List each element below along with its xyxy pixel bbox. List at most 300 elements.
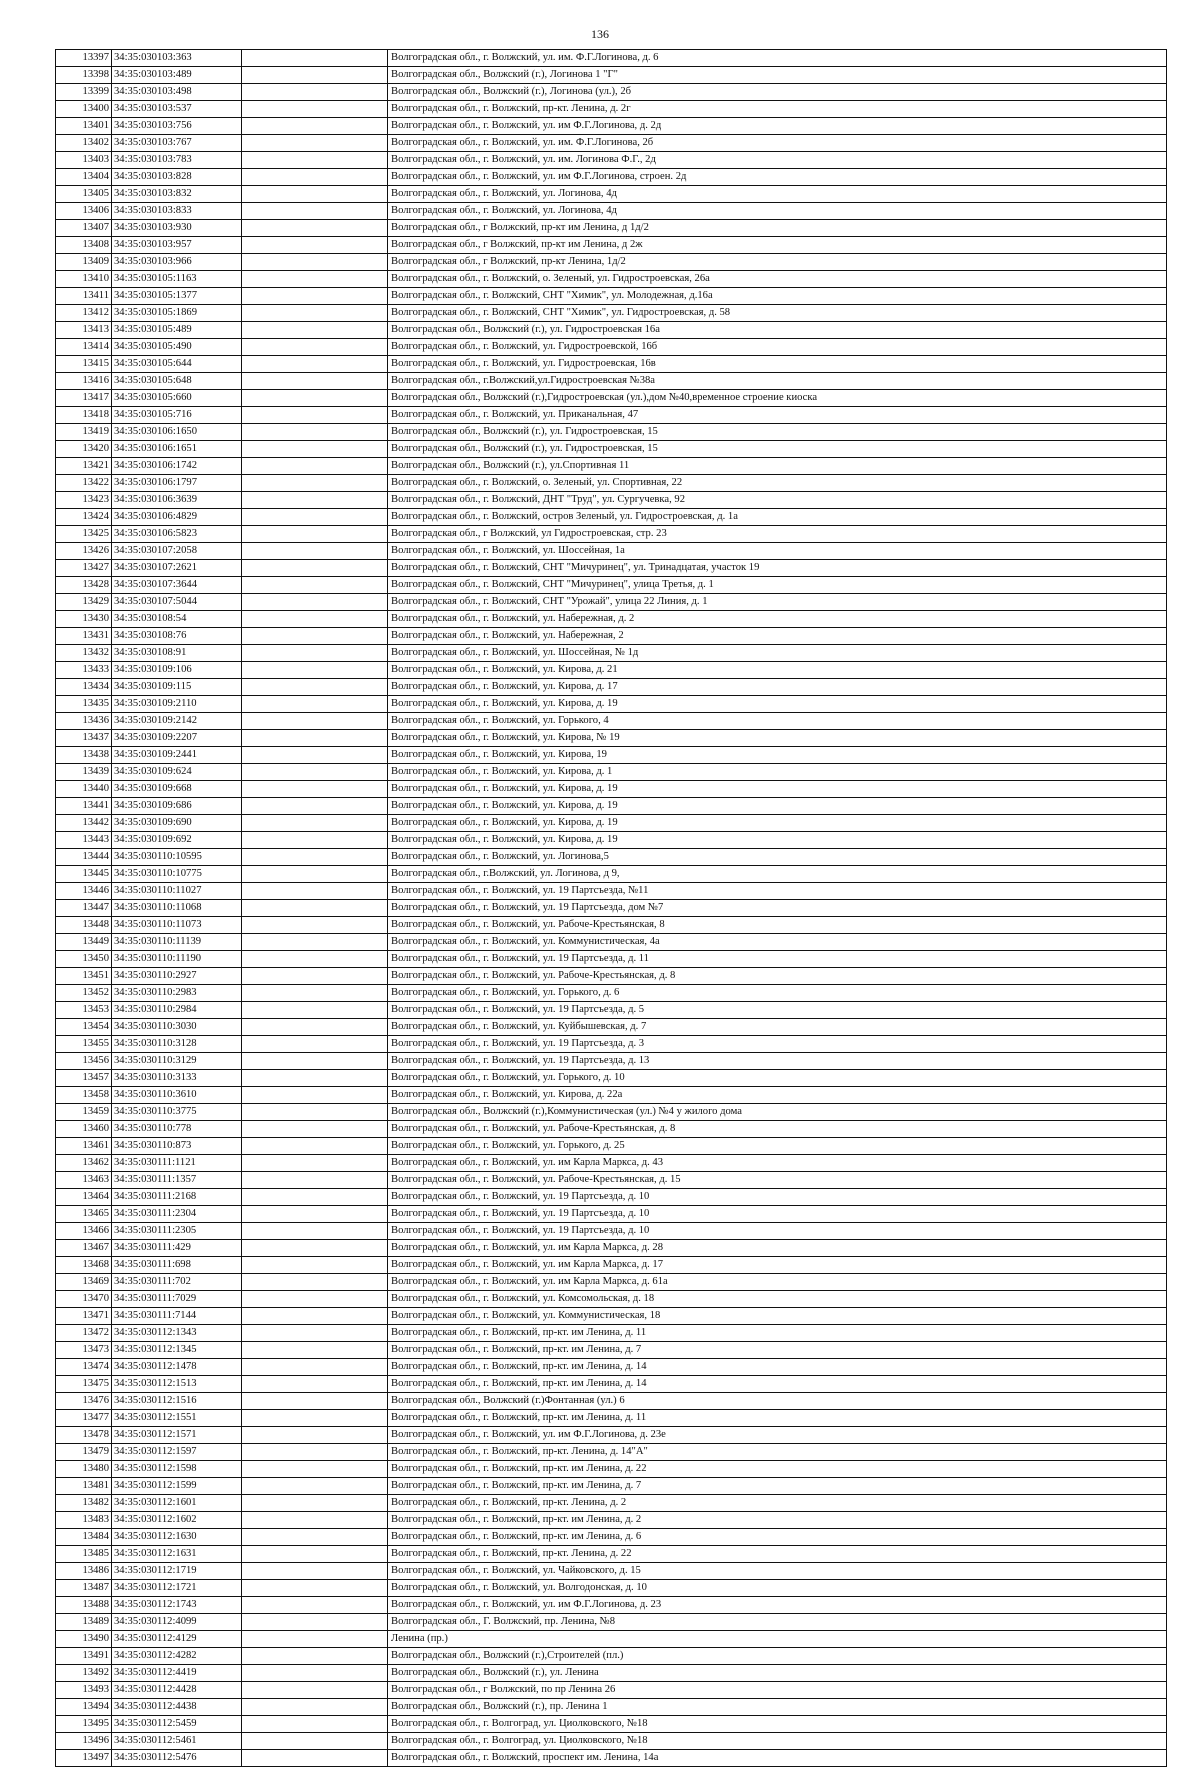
cadastral-number: 34:35:030105:1163 (112, 271, 242, 288)
address: Волгоградская обл., г. Волжский, ул. им Ф.Г.Логинова, д. 2д (388, 118, 1167, 135)
address: Волгоградская обл., г. Волжский, ул. Набережная, 2 (388, 628, 1167, 645)
address: Волгоградская обл., г. Волжский, пр-кт. Ленина, д. 14"А" (388, 1444, 1167, 1461)
table-row (56, 1648, 1167, 1665)
cadastral-number: 34:35:030106:4829 (112, 509, 242, 526)
cadastral-number: 34:35:030112:1721 (112, 1580, 242, 1597)
table-row (56, 288, 1167, 305)
row-number: 13422 (56, 475, 112, 492)
table-row (56, 1512, 1167, 1529)
address: Волгоградская обл., г. Волжский, пр-кт. им Ленина, д. 7 (388, 1342, 1167, 1359)
cadastral-number: 34:35:030111:2305 (112, 1223, 242, 1240)
address: Волгоградская обл., г. Волжский, ул. Шоссейная, № 1д (388, 645, 1167, 662)
row-number: 13468 (56, 1257, 112, 1274)
cadastral-number: 34:35:030103:498 (112, 84, 242, 101)
table-row (56, 186, 1167, 203)
address: Волгоградская обл., г. Волжский, ул. Гидростроевской, 16б (388, 339, 1167, 356)
cadastral-number: 34:35:030103:783 (112, 152, 242, 169)
row-number: 13410 (56, 271, 112, 288)
blank-cell (242, 1444, 388, 1461)
cadastral-number: 34:35:030103:828 (112, 169, 242, 186)
blank-cell (242, 832, 388, 849)
table-row (56, 764, 1167, 781)
address: Волгоградская обл., г. Волжский, ул. Горького, д. 6 (388, 985, 1167, 1002)
address: Волгоградская обл., Волжский (г.), ул.Спортивная 11 (388, 458, 1167, 475)
blank-cell (242, 1325, 388, 1342)
cadastral-number: 34:35:030105:1377 (112, 288, 242, 305)
row-number: 13460 (56, 1121, 112, 1138)
cadastral-number: 34:35:030110:3775 (112, 1104, 242, 1121)
blank-cell (242, 237, 388, 254)
address: Волгоградская обл., г. Волжский, ул. Коммунистическая, 18 (388, 1308, 1167, 1325)
table-row (56, 1053, 1167, 1070)
table-row (56, 1665, 1167, 1682)
cadastral-number: 34:35:030103:957 (112, 237, 242, 254)
blank-cell (242, 339, 388, 356)
blank-cell (242, 1223, 388, 1240)
cadastral-number: 34:35:030112:1343 (112, 1325, 242, 1342)
cadastral-number: 34:35:030109:692 (112, 832, 242, 849)
row-number: 13402 (56, 135, 112, 152)
cadastral-number: 34:35:030112:1602 (112, 1512, 242, 1529)
table-row (56, 1138, 1167, 1155)
row-number: 13411 (56, 288, 112, 305)
cadastral-number: 34:35:030109:106 (112, 662, 242, 679)
cadastral-number: 34:35:030103:767 (112, 135, 242, 152)
row-number: 13492 (56, 1665, 112, 1682)
blank-cell (242, 1121, 388, 1138)
address: Волгоградская обл., г. Волжский, ул. Шоссейная, 1а (388, 543, 1167, 560)
cadastral-number: 34:35:030112:1743 (112, 1597, 242, 1614)
table-row (56, 1087, 1167, 1104)
cadastral-number: 34:35:030111:7029 (112, 1291, 242, 1308)
address: Волгоградская обл., г. Волжский, ул. Кирова, д. 17 (388, 679, 1167, 696)
address: Волгоградская обл., г. Волжский, ул. 19 Партсъезда, д. 11 (388, 951, 1167, 968)
address: Волгоградская обл., Волжский (г.), ул. Гидростроевская, 15 (388, 424, 1167, 441)
table-row (56, 781, 1167, 798)
blank-cell (242, 458, 388, 475)
row-number: 13461 (56, 1138, 112, 1155)
address: Волгоградская обл., г. Волжский, ул. Кирова, № 19 (388, 730, 1167, 747)
blank-cell (242, 509, 388, 526)
table-row (56, 815, 1167, 832)
cadastral-number: 34:35:030106:3639 (112, 492, 242, 509)
table-row (56, 713, 1167, 730)
cadastral-number: 34:35:030109:668 (112, 781, 242, 798)
blank-cell (242, 1240, 388, 1257)
blank-cell (242, 1291, 388, 1308)
address: Волгоградская обл., г Волжский, ул Гидростроевская, стр. 23 (388, 526, 1167, 543)
row-number: 13444 (56, 849, 112, 866)
blank-cell (242, 1648, 388, 1665)
row-number: 13448 (56, 917, 112, 934)
cadastral-number: 34:35:030110:2983 (112, 985, 242, 1002)
address: Волгоградская обл., г. Волжский, ул. 19 Партсъезда, №11 (388, 883, 1167, 900)
cadastral-number: 34:35:030111:429 (112, 1240, 242, 1257)
row-number: 13398 (56, 67, 112, 84)
address: Волгоградская обл., г. Волжский, ул. 19 Партсъезда, д. 5 (388, 1002, 1167, 1019)
address: Волгоградская обл., г. Волжский, пр-кт. им Ленина, д. 11 (388, 1325, 1167, 1342)
row-number: 13423 (56, 492, 112, 509)
address: Волгоградская обл., г. Волжский, ул. Рабоче-Крестьянская, д. 8 (388, 1121, 1167, 1138)
table-row (56, 1291, 1167, 1308)
row-number: 13455 (56, 1036, 112, 1053)
blank-cell (242, 424, 388, 441)
table-row (56, 441, 1167, 458)
address: Волгоградская обл., г. Волжский, о. Зеленый, ул. Гидростроевская, 26а (388, 271, 1167, 288)
row-number: 13491 (56, 1648, 112, 1665)
table-row (56, 1376, 1167, 1393)
cadastral-number: 34:35:030103:832 (112, 186, 242, 203)
cadastral-number: 34:35:030112:1345 (112, 1342, 242, 1359)
cadastral-number: 34:35:030103:537 (112, 101, 242, 118)
address: Волгоградская обл., г. Волжский, ул. им Карла Маркса, д. 28 (388, 1240, 1167, 1257)
row-number: 13452 (56, 985, 112, 1002)
table-row (56, 662, 1167, 679)
blank-cell (242, 101, 388, 118)
address: Волгоградская обл., г. Волжский, ул. Комсомольская, д. 18 (388, 1291, 1167, 1308)
blank-cell (242, 254, 388, 271)
cadastral-number: 34:35:030103:966 (112, 254, 242, 271)
cadastral-number: 34:35:030112:1551 (112, 1410, 242, 1427)
table-row (56, 832, 1167, 849)
table-row (56, 1257, 1167, 1274)
cadastral-number: 34:35:030105:716 (112, 407, 242, 424)
table-row (56, 50, 1167, 67)
table-row (56, 985, 1167, 1002)
table-row (56, 1410, 1167, 1427)
row-number: 13432 (56, 645, 112, 662)
address: Волгоградская обл., Г. Волжский, пр. Ленина, №8 (388, 1614, 1167, 1631)
table-row (56, 1444, 1167, 1461)
blank-cell (242, 917, 388, 934)
address: Волгоградская обл., г. Волжский, ул. Кирова, д. 22а (388, 1087, 1167, 1104)
address: Волгоградская обл., г. Волжский, ул. Коммунистическая, 4а (388, 934, 1167, 951)
blank-cell (242, 1070, 388, 1087)
blank-cell (242, 1036, 388, 1053)
table-row (56, 118, 1167, 135)
address: Волгоградская обл., Волжский (г.), Логинова (ул.), 2б (388, 84, 1167, 101)
cadastral-number: 34:35:030112:5461 (112, 1733, 242, 1750)
row-number: 13475 (56, 1376, 112, 1393)
address: Волгоградская обл., Волжский (г.), ул. Ленина (388, 1665, 1167, 1682)
row-number: 13399 (56, 84, 112, 101)
row-number: 13447 (56, 900, 112, 917)
cadastral-number: 34:35:030105:660 (112, 390, 242, 407)
cadastral-number: 34:35:030112:1601 (112, 1495, 242, 1512)
cadastral-number: 34:35:030105:1869 (112, 305, 242, 322)
row-number: 13476 (56, 1393, 112, 1410)
row-number: 13413 (56, 322, 112, 339)
row-number: 13470 (56, 1291, 112, 1308)
cadastral-number: 34:35:030109:690 (112, 815, 242, 832)
address: Волгоградская обл., г. Волжский, ул. Кирова, д. 1 (388, 764, 1167, 781)
row-number: 13493 (56, 1682, 112, 1699)
address: Волгоградская обл., г. Волжский, ул. Набережная, д. 2 (388, 611, 1167, 628)
cadastral-number: 34:35:030107:2621 (112, 560, 242, 577)
blank-cell (242, 1155, 388, 1172)
blank-cell (242, 1495, 388, 1512)
cadastral-number: 34:35:030107:3644 (112, 577, 242, 594)
table-row (56, 1580, 1167, 1597)
address: Волгоградская обл., г. Волжский, ул. им Ф.Г.Логинова, д. 23е (388, 1427, 1167, 1444)
table-row (56, 1104, 1167, 1121)
address: Волгоградская обл., г. Волжский, ул. Рабоче-Крестьянская, 8 (388, 917, 1167, 934)
blank-cell (242, 1002, 388, 1019)
address: Волгоградская обл., Волжский (г.), пр. Ленина 1 (388, 1699, 1167, 1716)
blank-cell (242, 1682, 388, 1699)
blank-cell (242, 1342, 388, 1359)
address: Волгоградская обл., г. Волжский, ул. 19 Партсъезда, дом №7 (388, 900, 1167, 917)
blank-cell (242, 135, 388, 152)
row-number: 13485 (56, 1546, 112, 1563)
blank-cell (242, 169, 388, 186)
cadastral-number: 34:35:030111:2304 (112, 1206, 242, 1223)
address: Волгоградская обл., г. Волгоград, ул. Циолковского, №18 (388, 1716, 1167, 1733)
row-number: 13496 (56, 1733, 112, 1750)
blank-cell (242, 1699, 388, 1716)
cadastral-number: 34:35:030112:1571 (112, 1427, 242, 1444)
row-number: 13484 (56, 1529, 112, 1546)
table-row (56, 475, 1167, 492)
row-number: 13397 (56, 50, 112, 67)
cadastral-number: 34:35:030109:686 (112, 798, 242, 815)
table-row (56, 1155, 1167, 1172)
row-number: 13495 (56, 1716, 112, 1733)
row-number: 13431 (56, 628, 112, 645)
blank-cell (242, 50, 388, 67)
table-row (56, 611, 1167, 628)
address: Волгоградская обл., г. Волжский, ул. Приканальная, 47 (388, 407, 1167, 424)
table-row (56, 1393, 1167, 1410)
address: Волгоградская обл., г. Волжский, ул. Кирова, д. 19 (388, 696, 1167, 713)
address: Волгоградская обл., г. Волжский, пр-кт. им Ленина, д. 2 (388, 1512, 1167, 1529)
address: Волгоградская обл., г. Волжский, ул. 19 Партсъезда, д. 3 (388, 1036, 1167, 1053)
blank-cell (242, 203, 388, 220)
blank-cell (242, 1189, 388, 1206)
blank-cell (242, 951, 388, 968)
cadastral-number: 34:35:030110:873 (112, 1138, 242, 1155)
cadastral-number: 34:35:030112:1631 (112, 1546, 242, 1563)
table-row (56, 169, 1167, 186)
address: Волгоградская обл., г Волжский, по пр Ленина 26 (388, 1682, 1167, 1699)
row-number: 13494 (56, 1699, 112, 1716)
address: Волгоградская обл., г.Волжский,ул.Гидростроевская №38а (388, 373, 1167, 390)
table-row (56, 1750, 1167, 1767)
blank-cell (242, 1308, 388, 1325)
table-row (56, 900, 1167, 917)
blank-cell (242, 985, 388, 1002)
blank-cell (242, 560, 388, 577)
cadastral-number: 34:35:030106:1651 (112, 441, 242, 458)
row-number: 13406 (56, 203, 112, 220)
blank-cell (242, 1257, 388, 1274)
table-row (56, 1529, 1167, 1546)
row-number: 13474 (56, 1359, 112, 1376)
table-row (56, 135, 1167, 152)
blank-cell (242, 1274, 388, 1291)
cadastral-number: 34:35:030110:2927 (112, 968, 242, 985)
blank-cell (242, 1597, 388, 1614)
table-row (56, 1563, 1167, 1580)
table-row (56, 1427, 1167, 1444)
address: Волгоградская обл., г. Волжский, ул. им Карла Маркса, д. 17 (388, 1257, 1167, 1274)
row-number: 13465 (56, 1206, 112, 1223)
cadastral-number: 34:35:030111:1121 (112, 1155, 242, 1172)
address: Волгоградская обл., г. Волжский, ул. Волгодонская, д. 10 (388, 1580, 1167, 1597)
cadastral-number: 34:35:030108:91 (112, 645, 242, 662)
cadastral-number: 34:35:030112:1598 (112, 1461, 242, 1478)
table-row (56, 1206, 1167, 1223)
table-row (56, 509, 1167, 526)
blank-cell (242, 1138, 388, 1155)
row-number: 13471 (56, 1308, 112, 1325)
table-row (56, 1614, 1167, 1631)
table-row (56, 458, 1167, 475)
blank-cell (242, 815, 388, 832)
blank-cell (242, 798, 388, 815)
blank-cell (242, 356, 388, 373)
table-row (56, 1716, 1167, 1733)
cadastral-number: 34:35:030112:1630 (112, 1529, 242, 1546)
blank-cell (242, 1359, 388, 1376)
cadastral-number: 34:35:030108:54 (112, 611, 242, 628)
row-number: 13424 (56, 509, 112, 526)
address: Волгоградская обл., г. Волжский, ул. им Карла Маркса, д. 43 (388, 1155, 1167, 1172)
table-row (56, 390, 1167, 407)
blank-cell (242, 934, 388, 951)
table-row (56, 152, 1167, 169)
row-number: 13419 (56, 424, 112, 441)
table-row (56, 696, 1167, 713)
table-row (56, 101, 1167, 118)
blank-cell (242, 849, 388, 866)
row-number: 13473 (56, 1342, 112, 1359)
blank-cell (242, 288, 388, 305)
address: Волгоградская обл., г. Волжский, ДНТ "Труд", ул. Сургучевка, 92 (388, 492, 1167, 509)
blank-cell (242, 662, 388, 679)
table-row (56, 356, 1167, 373)
row-number: 13464 (56, 1189, 112, 1206)
table-row (56, 1325, 1167, 1342)
address: Волгоградская обл., г. Волжский, пр-кт. им Ленина, д. 11 (388, 1410, 1167, 1427)
address: Волгоградская обл., г.Волжский, ул. Логинова, д 9, (388, 866, 1167, 883)
row-number: 13481 (56, 1478, 112, 1495)
address: Волгоградская обл., Волжский (г.), ул. Гидростроевская, 15 (388, 441, 1167, 458)
table-row (56, 373, 1167, 390)
blank-cell (242, 594, 388, 611)
table-row (56, 424, 1167, 441)
address: Волгоградская обл., г. Волжский, ул. Рабоче-Крестьянская, д. 15 (388, 1172, 1167, 1189)
blank-cell (242, 373, 388, 390)
table-row (56, 917, 1167, 934)
blank-cell (242, 764, 388, 781)
address: Волгоградская обл., г. Волжский, ул. Логинова, 4д (388, 203, 1167, 220)
blank-cell (242, 781, 388, 798)
table-row (56, 1121, 1167, 1138)
blank-cell (242, 67, 388, 84)
row-number: 13459 (56, 1104, 112, 1121)
table-row (56, 1036, 1167, 1053)
address: Волгоградская обл., г. Волжский, ул. им Ф.Г.Логинова, д. 23 (388, 1597, 1167, 1614)
blank-cell (242, 713, 388, 730)
blank-cell (242, 118, 388, 135)
row-number: 13440 (56, 781, 112, 798)
row-number: 13416 (56, 373, 112, 390)
address: Волгоградская обл., г. Волжский, пр-кт. им Ленина, д. 6 (388, 1529, 1167, 1546)
cadastral-number: 34:35:030112:4438 (112, 1699, 242, 1716)
cadastral-number: 34:35:030107:5044 (112, 594, 242, 611)
cadastral-number: 34:35:030112:1599 (112, 1478, 242, 1495)
table-row (56, 1070, 1167, 1087)
row-number: 13469 (56, 1274, 112, 1291)
address: Волгоградская обл., г. Волжский, остров Зеленый, ул. Гидростроевская, д. 1а (388, 509, 1167, 526)
table-row (56, 560, 1167, 577)
cadastral-number: 34:35:030106:5823 (112, 526, 242, 543)
table-row (56, 526, 1167, 543)
cadastral-number: 34:35:030112:4419 (112, 1665, 242, 1682)
cadastral-number: 34:35:030112:4129 (112, 1631, 242, 1648)
row-number: 13454 (56, 1019, 112, 1036)
cadastral-number: 34:35:030110:3610 (112, 1087, 242, 1104)
cadastral-number: 34:35:030109:624 (112, 764, 242, 781)
row-number: 13490 (56, 1631, 112, 1648)
cadastral-number: 34:35:030105:648 (112, 373, 242, 390)
blank-cell (242, 883, 388, 900)
address: Волгоградская обл., г. Волжский, СНТ "Мичуринец", улица Третья, д. 1 (388, 577, 1167, 594)
cadastral-number: 34:35:030110:11139 (112, 934, 242, 951)
table-row (56, 237, 1167, 254)
blank-cell (242, 543, 388, 560)
blank-cell (242, 1546, 388, 1563)
table-row (56, 407, 1167, 424)
blank-cell (242, 441, 388, 458)
address: Волгоградская обл., г. Волжский, пр-кт. Ленина, д. 2г (388, 101, 1167, 118)
blank-cell (242, 1019, 388, 1036)
cadastral-number: 34:35:030112:4282 (112, 1648, 242, 1665)
blank-cell (242, 611, 388, 628)
blank-cell (242, 730, 388, 747)
cadastral-number: 34:35:030112:1719 (112, 1563, 242, 1580)
table-row (56, 730, 1167, 747)
table-row (56, 645, 1167, 662)
blank-cell (242, 1461, 388, 1478)
row-number: 13441 (56, 798, 112, 815)
row-number: 13407 (56, 220, 112, 237)
row-number: 13420 (56, 441, 112, 458)
blank-cell (242, 645, 388, 662)
table-row (56, 339, 1167, 356)
row-number: 13462 (56, 1155, 112, 1172)
row-number: 13403 (56, 152, 112, 169)
table-row (56, 203, 1167, 220)
row-number: 13451 (56, 968, 112, 985)
row-number: 13479 (56, 1444, 112, 1461)
cadastral-number: 34:35:030112:4099 (112, 1614, 242, 1631)
blank-cell (242, 1172, 388, 1189)
table-row (56, 84, 1167, 101)
address: Волгоградская обл., г. Волжский, ул. Кирова, д. 19 (388, 798, 1167, 815)
row-number: 13445 (56, 866, 112, 883)
row-number: 13466 (56, 1223, 112, 1240)
cadastral-number: 34:35:030105:489 (112, 322, 242, 339)
address: Волгоградская обл., г. Волжский, о. Зеленый, ул. Спортивная, 22 (388, 475, 1167, 492)
row-number: 13450 (56, 951, 112, 968)
blank-cell (242, 968, 388, 985)
row-number: 13472 (56, 1325, 112, 1342)
row-number: 13488 (56, 1597, 112, 1614)
address: Волгоградская обл., Волжский (г.), ул. Гидростроевская 16а (388, 322, 1167, 339)
row-number: 13467 (56, 1240, 112, 1257)
